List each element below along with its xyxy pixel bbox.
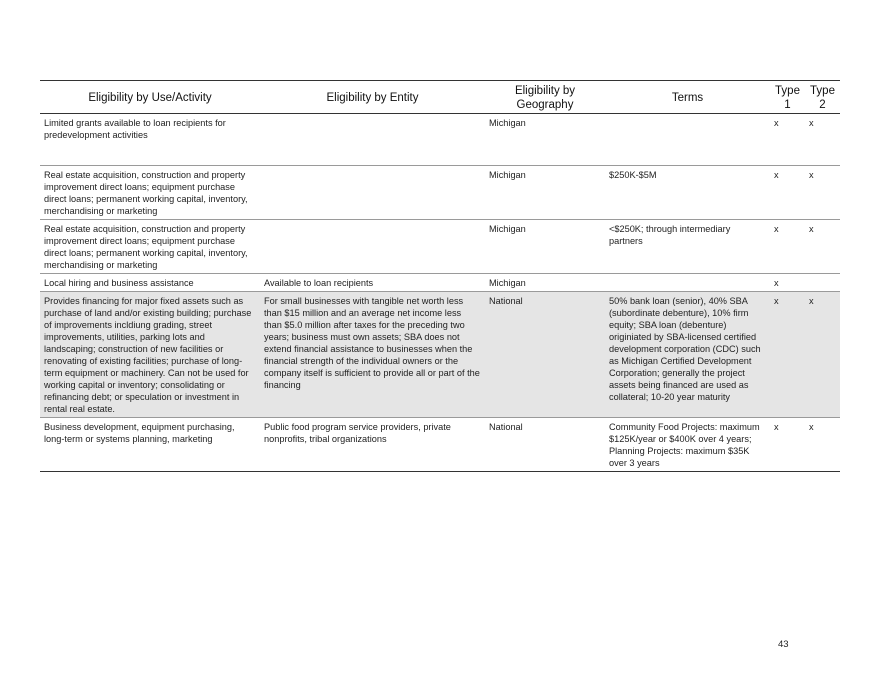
cell-type-1: x [774,278,779,288]
cell-type-2 [805,274,840,292]
cell-terms [605,114,770,166]
cell-terms: <$250K; through intermediary partners [609,224,731,246]
cell-geography: Michigan [489,224,526,234]
cell-entity [260,220,485,274]
cell-type-2: x [809,422,814,432]
cell-geography: Michigan [489,118,526,128]
table-row [40,114,840,166]
cell-geography: National [489,422,523,432]
cell-use-activity: Provides financing for major fixed assets such as purchase of land and/or existing building; purchase of improvements incldiung grading, street improvements, utilities, parking lots and landscaping; construction of new facilities or renovating of existing facilities; purchase of long-term equipment or machinery. Can not be used for working capital or inventory; consolidating or refinancing debt; or speculation or investment in rental real estate. [40,292,260,418]
header-type-2: Type 2 [810,85,835,111]
cell-terms [605,274,770,292]
cell-use-activity: Real estate acquisition, construction and property improvement direct loans; equipment purchase direct loans; permanent working capital, inventory, merchandising or marketing [44,224,248,270]
cell-entity: For small businesses with tangible net worth less than $15 million and an average net income less than $5.0 million after taxes for the preceding two years; business must own assets; SBA does not extend financial assistance to businesses when the financial strength of the individual owners or the company itself is sufficient to provide all or part of the financing [260,292,485,418]
header-geography: Eligibility by Geography [514,85,576,111]
cell-entity: Available to loan recipients [264,278,374,288]
cell-entity: Public food program service providers, private nonprofits, tribal organizations [264,422,451,444]
table-row [40,418,840,472]
header-terms: Terms [671,92,704,104]
table-header-row [40,81,840,114]
header-entity: Eligibility by Entity [326,92,419,104]
header-type-1: Type 1 [775,85,800,111]
cell-entity [260,114,485,166]
cell-geography: Michigan [489,278,526,288]
cell-type-2: x [805,292,840,418]
table-row [40,220,840,274]
cell-type-1: x [770,292,805,418]
cell-type-1: x [774,422,779,432]
cell-geography: Michigan [489,170,526,180]
table-row [40,274,840,292]
cell-terms: Community Food Projects: maximum $125K/year or $400K over 4 years; Planning Projects: maximum $35K over 3 years [609,422,760,468]
cell-use-activity: Real estate acquisition, construction and property improvement direct loans; equipment purchase direct loans; permanent working capital, inventory, merchandising or marketing [44,170,248,216]
cell-type-2: x [809,118,814,128]
table-row [40,166,840,220]
header-use-activity: Eligibility by Use/Activity [88,92,212,104]
cell-use-activity: Business development, equipment purchasing, long-term or systems planning, marketing [44,422,235,444]
cell-type-2: x [809,224,814,234]
cell-use-activity: Local hiring and business assistance [44,278,194,288]
page-number: 43 [778,639,789,650]
cell-use-activity: Limited grants available to loan recipients for predevelopment activities [44,118,226,140]
cell-entity [260,166,485,220]
cell-terms: $250K-$5M [609,170,657,180]
eligibility-table [40,80,840,472]
cell-type-2: x [809,170,814,180]
eligibility-table-container [40,80,840,472]
table-row [40,292,840,418]
cell-type-1: x [774,118,779,128]
cell-geography: National [485,292,605,418]
cell-terms: 50% bank loan (senior), 40% SBA (subordinate debenture), 10% firm equity; SBA loan (debenture) originiated by SBA-licensed certified development corporation (CDC) such as Michigan Certified Development Corporation; generally the project assets being financed are used as collateral; 10-20 year maturity [605,292,770,418]
cell-type-1: x [774,224,779,234]
cell-type-1: x [774,170,779,180]
